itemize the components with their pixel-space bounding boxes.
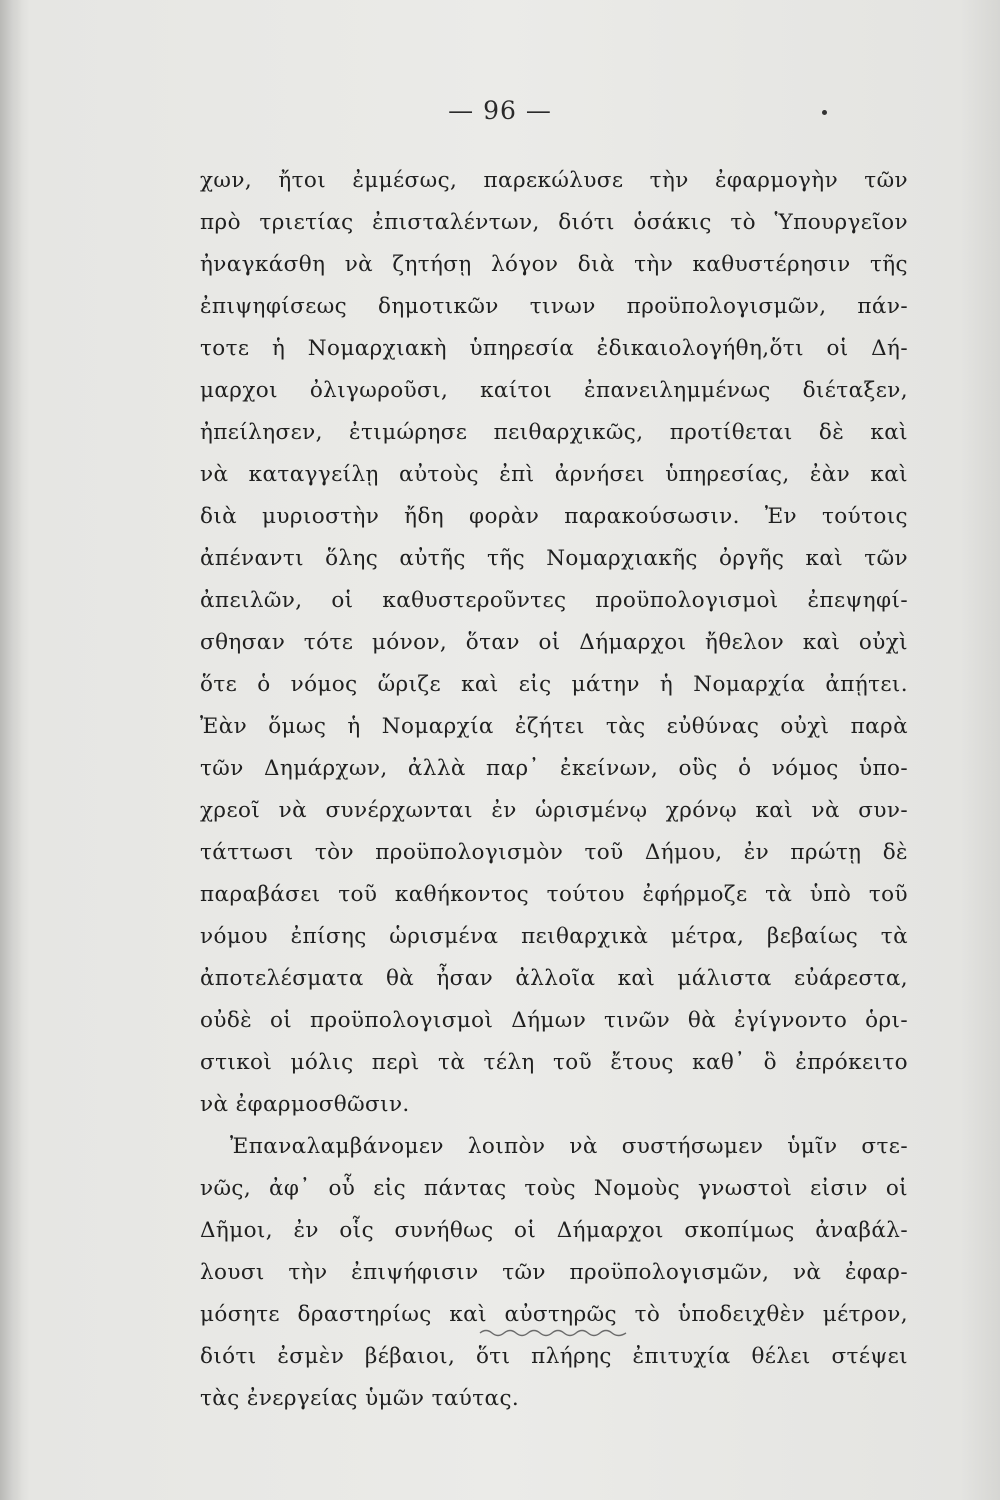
text-line: νόμου ἐπίσης ὡρισμένα πειθαρχικὰ μέτρα, βεβαίως τὰ: [200, 924, 908, 949]
text-line: ἀποτελέσματα θὰ ἦσαν ἀλλοῖα καὶ μάλιστα εὐάρεστα,: [200, 966, 908, 991]
text-line: νὰ καταγγείλῃ αὐτοὺς ἐπὶ ἀρνήσει ὑπηρεσίας, ἐὰν καὶ: [200, 462, 908, 487]
text-line: σθησαν τότε μόνον, ὅταν οἱ Δήμαρχοι ἤθελον καὶ οὐχὶ: [200, 630, 908, 655]
text-line: τὰς ἐνεργείας ὑμῶν ταύτας.: [200, 1386, 520, 1411]
text-line: παραβάσει τοῦ καθήκοντος τούτου ἐφήρμοζε τὰ ὑπὸ τοῦ: [200, 882, 908, 907]
text-line: τοτε ἡ Νομαρχιακὴ ὑπηρεσία ἐδικαιολογήθη,ὅτι οἱ Δή-: [200, 336, 908, 361]
text-line: ἠπείλησεν, ἐτιμώρησε πειθαρχικῶς, προτίθεται δὲ καὶ: [200, 420, 908, 445]
text-line: τάττωσι τὸν προϋπολογισμὸν τοῦ Δήμου, ἐν πρώτῃ δὲ: [200, 840, 908, 865]
text-line: λουσι τὴν ἐπιψήφισιν τῶν προϋπολογισμῶν, νὰ ἐφαρ-: [200, 1260, 908, 1285]
text-line: ἀπειλῶν, οἱ καθυστεροῦντες προϋπολογισμοὶ ἐπεψηφί-: [200, 588, 908, 613]
text-line: οὐδὲ οἱ προϋπολογισμοὶ Δήμων τινῶν θὰ ἐγίγνοντο ὁρι-: [200, 1008, 908, 1033]
text-line: πρὸ τριετίας ἐπισταλέντων, διότι ὁσάκις τὸ Ὑπουργεῖον: [200, 210, 908, 235]
text-line: χων, ἤτοι ἐμμέσως, παρεκώλυσε τὴν ἐφαρμογὴν τῶν: [200, 168, 908, 193]
text-line: νῶς, ἀφ᾽ οὗ εἰς πάντας τοὺς Νομοὺς γνωστοὶ εἰσιν οἱ: [200, 1176, 908, 1201]
text-line: μαρχοι ὀλιγωροῦσι, καίτοι ἐπανειλημμένως διέταξεν,: [200, 378, 908, 403]
text-line: τῶν Δημάρχων, ἀλλὰ παρ᾽ ἐκείνων, οὓς ὁ νόμος ὑπο-: [200, 756, 908, 781]
text-line: Ἐπαναλαμβάνομεν λοιπὸν νὰ συστήσωμεν ὑμῖν στε-: [230, 1134, 908, 1159]
text-line: ἐπιψηφίσεως δημοτικῶν τινων προϋπολογισμῶν, πάν-: [200, 294, 908, 319]
print-speck: [822, 110, 827, 115]
text-line: χρεοῖ νὰ συνέρχωνται ἐν ὡρισμένῳ χρόνῳ καὶ νὰ συν-: [200, 798, 908, 823]
text-line: μόσητε δραστηρίως καὶ αὐστηρῶς τὸ ὑποδειχθὲν μέτρον,: [200, 1302, 908, 1327]
text-line: ὅτε ὁ νόμος ὥριζε καὶ εἰς μάτην ἡ Νομαρχία ἀπῄτει.: [200, 672, 908, 697]
end-ornament-line: [478, 1326, 628, 1340]
page-number: — 96 —: [448, 96, 552, 125]
paragraph-2: [200, 1126, 908, 1420]
text-line: στικοὶ μόλις περὶ τὰ τέλη τοῦ ἔτους καθ᾽ ὃ ἐπρόκειτο: [200, 1050, 908, 1075]
paragraph-1: [200, 160, 908, 1126]
text-line: νὰ ἐφαρμοσθῶσιν.: [200, 1092, 410, 1117]
body-text: [200, 160, 908, 1420]
text-line: διὰ μυριοστὴν ἤδη φορὰν παρακούσωσιν. Ἐν τούτοις: [200, 504, 908, 529]
text-line: Ἐὰν ὅμως ἡ Νομαρχία ἐζήτει τὰς εὐθύνας οὐχὶ παρὰ: [200, 714, 908, 739]
text-line: διότι ἐσμὲν βέβαιοι, ὅτι πλήρης ἐπιτυχία θέλει στέψει: [200, 1344, 908, 1369]
text-line: ἠναγκάσθη νὰ ζητήσῃ λόγον διὰ τὴν καθυστέρησιν τῆς: [200, 252, 908, 277]
text-line: ἀπέναντι ὅλης αὐτῆς τῆς Νομαρχιακῆς ὀργῆς καὶ τῶν: [200, 546, 908, 571]
text-line: Δῆμοι, ἐν οἷς συνήθως οἱ Δήμαρχοι σκοπίμως ἀναβάλ-: [200, 1218, 908, 1243]
page-gutter-shadow: [0, 0, 22, 1500]
